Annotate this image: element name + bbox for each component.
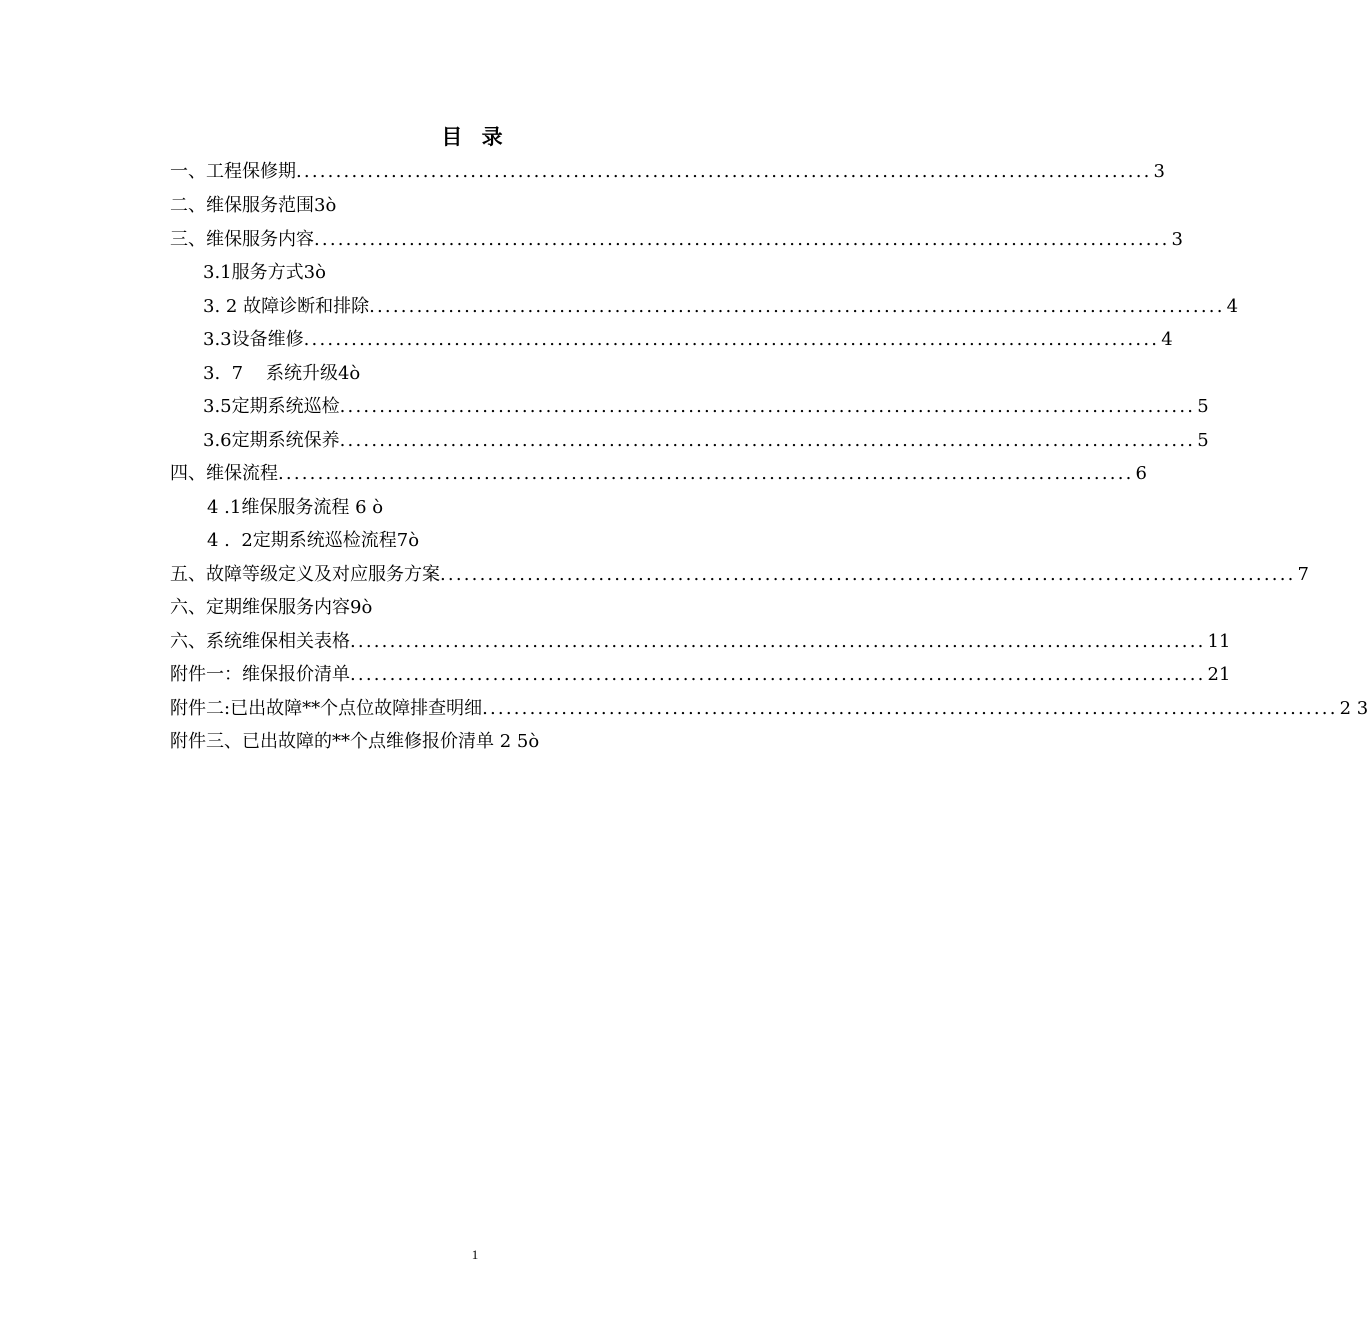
toc-entry-text: 4 .1维保服务流程 6 ò [207, 497, 384, 518]
toc-entry-text: 一、工程保修期 [170, 161, 296, 182]
toc-entry-text: 3. 7 系统升级4ò [203, 363, 361, 384]
toc-dot-leader: ............................................................................................................ [303, 329, 1160, 350]
toc-dot-leader: ............................................................................................................ [296, 161, 1152, 182]
toc-dot-leader: ............................................................................................................ [278, 463, 1134, 484]
toc-dot-leader: ............................................................................................................ [350, 631, 1206, 652]
toc-entry-text: 3. 2 故障诊断和排除 [203, 296, 370, 317]
toc-entry[interactable] [170, 625, 1231, 659]
toc-entry-page: 4 [1161, 329, 1173, 350]
toc-dot-leader: ............................................................................................................ [440, 564, 1296, 585]
toc-dot-leader: ............................................................................................................ [339, 396, 1196, 417]
toc-dot-leader: ............................................................................................................ [314, 229, 1170, 250]
toc-entry-text: 附件二:已出故障**个点位故障排查明细 [170, 698, 483, 719]
toc-dot-leader: ............................................................................................................ [482, 698, 1338, 719]
toc-entry[interactable] [203, 256, 326, 290]
toc-entry-text: 3.5定期系统巡检 [203, 396, 340, 417]
toc-entry-text: 3.3设备维修 [203, 329, 304, 350]
toc-entry[interactable] [170, 658, 1231, 692]
toc-entry-page: 7 [1297, 564, 1309, 585]
toc-entry-page: 4 [1226, 296, 1239, 317]
toc-entry[interactable] [203, 290, 1239, 324]
toc-entry[interactable] [170, 725, 539, 759]
toc-entry[interactable] [170, 189, 336, 223]
toc-entry-text: 4 . 2定期系统巡检流程7ò [207, 530, 420, 551]
toc-entry-page: 21 [1207, 664, 1231, 685]
toc-entry[interactable] [170, 155, 1165, 189]
toc-entry[interactable] [170, 558, 1309, 592]
toc-entry-text: 3.1服务方式3ò [203, 262, 326, 283]
toc-dot-leader: ............................................................................................................ [339, 430, 1196, 451]
toc-dot-leader: ............................................................................................................ [369, 296, 1225, 317]
toc-dot-leader: ............................................................................................................ [350, 664, 1206, 685]
toc-entry-page: 3 [1171, 229, 1183, 250]
toc-entry-text: 四、维保流程 [170, 463, 278, 484]
toc-entry[interactable] [207, 491, 383, 525]
toc-entry-text: 六、系统维保相关表格 [170, 631, 350, 652]
toc-entry[interactable] [203, 424, 1209, 458]
toc-entry-page: 5 [1197, 430, 1209, 451]
toc-entry[interactable] [203, 390, 1209, 424]
toc-entry-text: 六、定期维保服务内容9ò [170, 597, 373, 618]
toc-entry-text: 附件一：维保报价清单 [170, 664, 350, 685]
toc-entry-page: 5 [1197, 396, 1209, 417]
toc-entry-page: 3 [1153, 161, 1165, 182]
toc-entry[interactable] [170, 692, 1368, 726]
toc-entry-text: 3.6定期系统保养 [203, 430, 340, 451]
toc-entry-page: 11 [1207, 631, 1231, 652]
toc-entry-text: 三、维保服务内容 [170, 229, 314, 250]
toc-entry[interactable] [170, 457, 1147, 491]
page-title: 目 录 [441, 125, 509, 149]
page-number: 1 [471, 1247, 479, 1262]
toc-entry-text: 五、故障等级定义及对应服务方案 [170, 564, 440, 585]
toc-entry[interactable] [170, 591, 372, 625]
toc-entry[interactable] [203, 323, 1173, 357]
toc-entry-page: 2 3 [1339, 698, 1368, 719]
toc-entry-text: 二、维保服务范围3ò [170, 195, 337, 216]
toc-entry[interactable] [203, 357, 360, 391]
toc-entry-page: 6 [1135, 463, 1147, 484]
toc-entry[interactable] [207, 524, 419, 558]
toc-entry[interactable] [170, 223, 1183, 257]
toc-entry-text: 附件三、已出故障的**个点维修报价清单 2 5ò [170, 731, 540, 752]
